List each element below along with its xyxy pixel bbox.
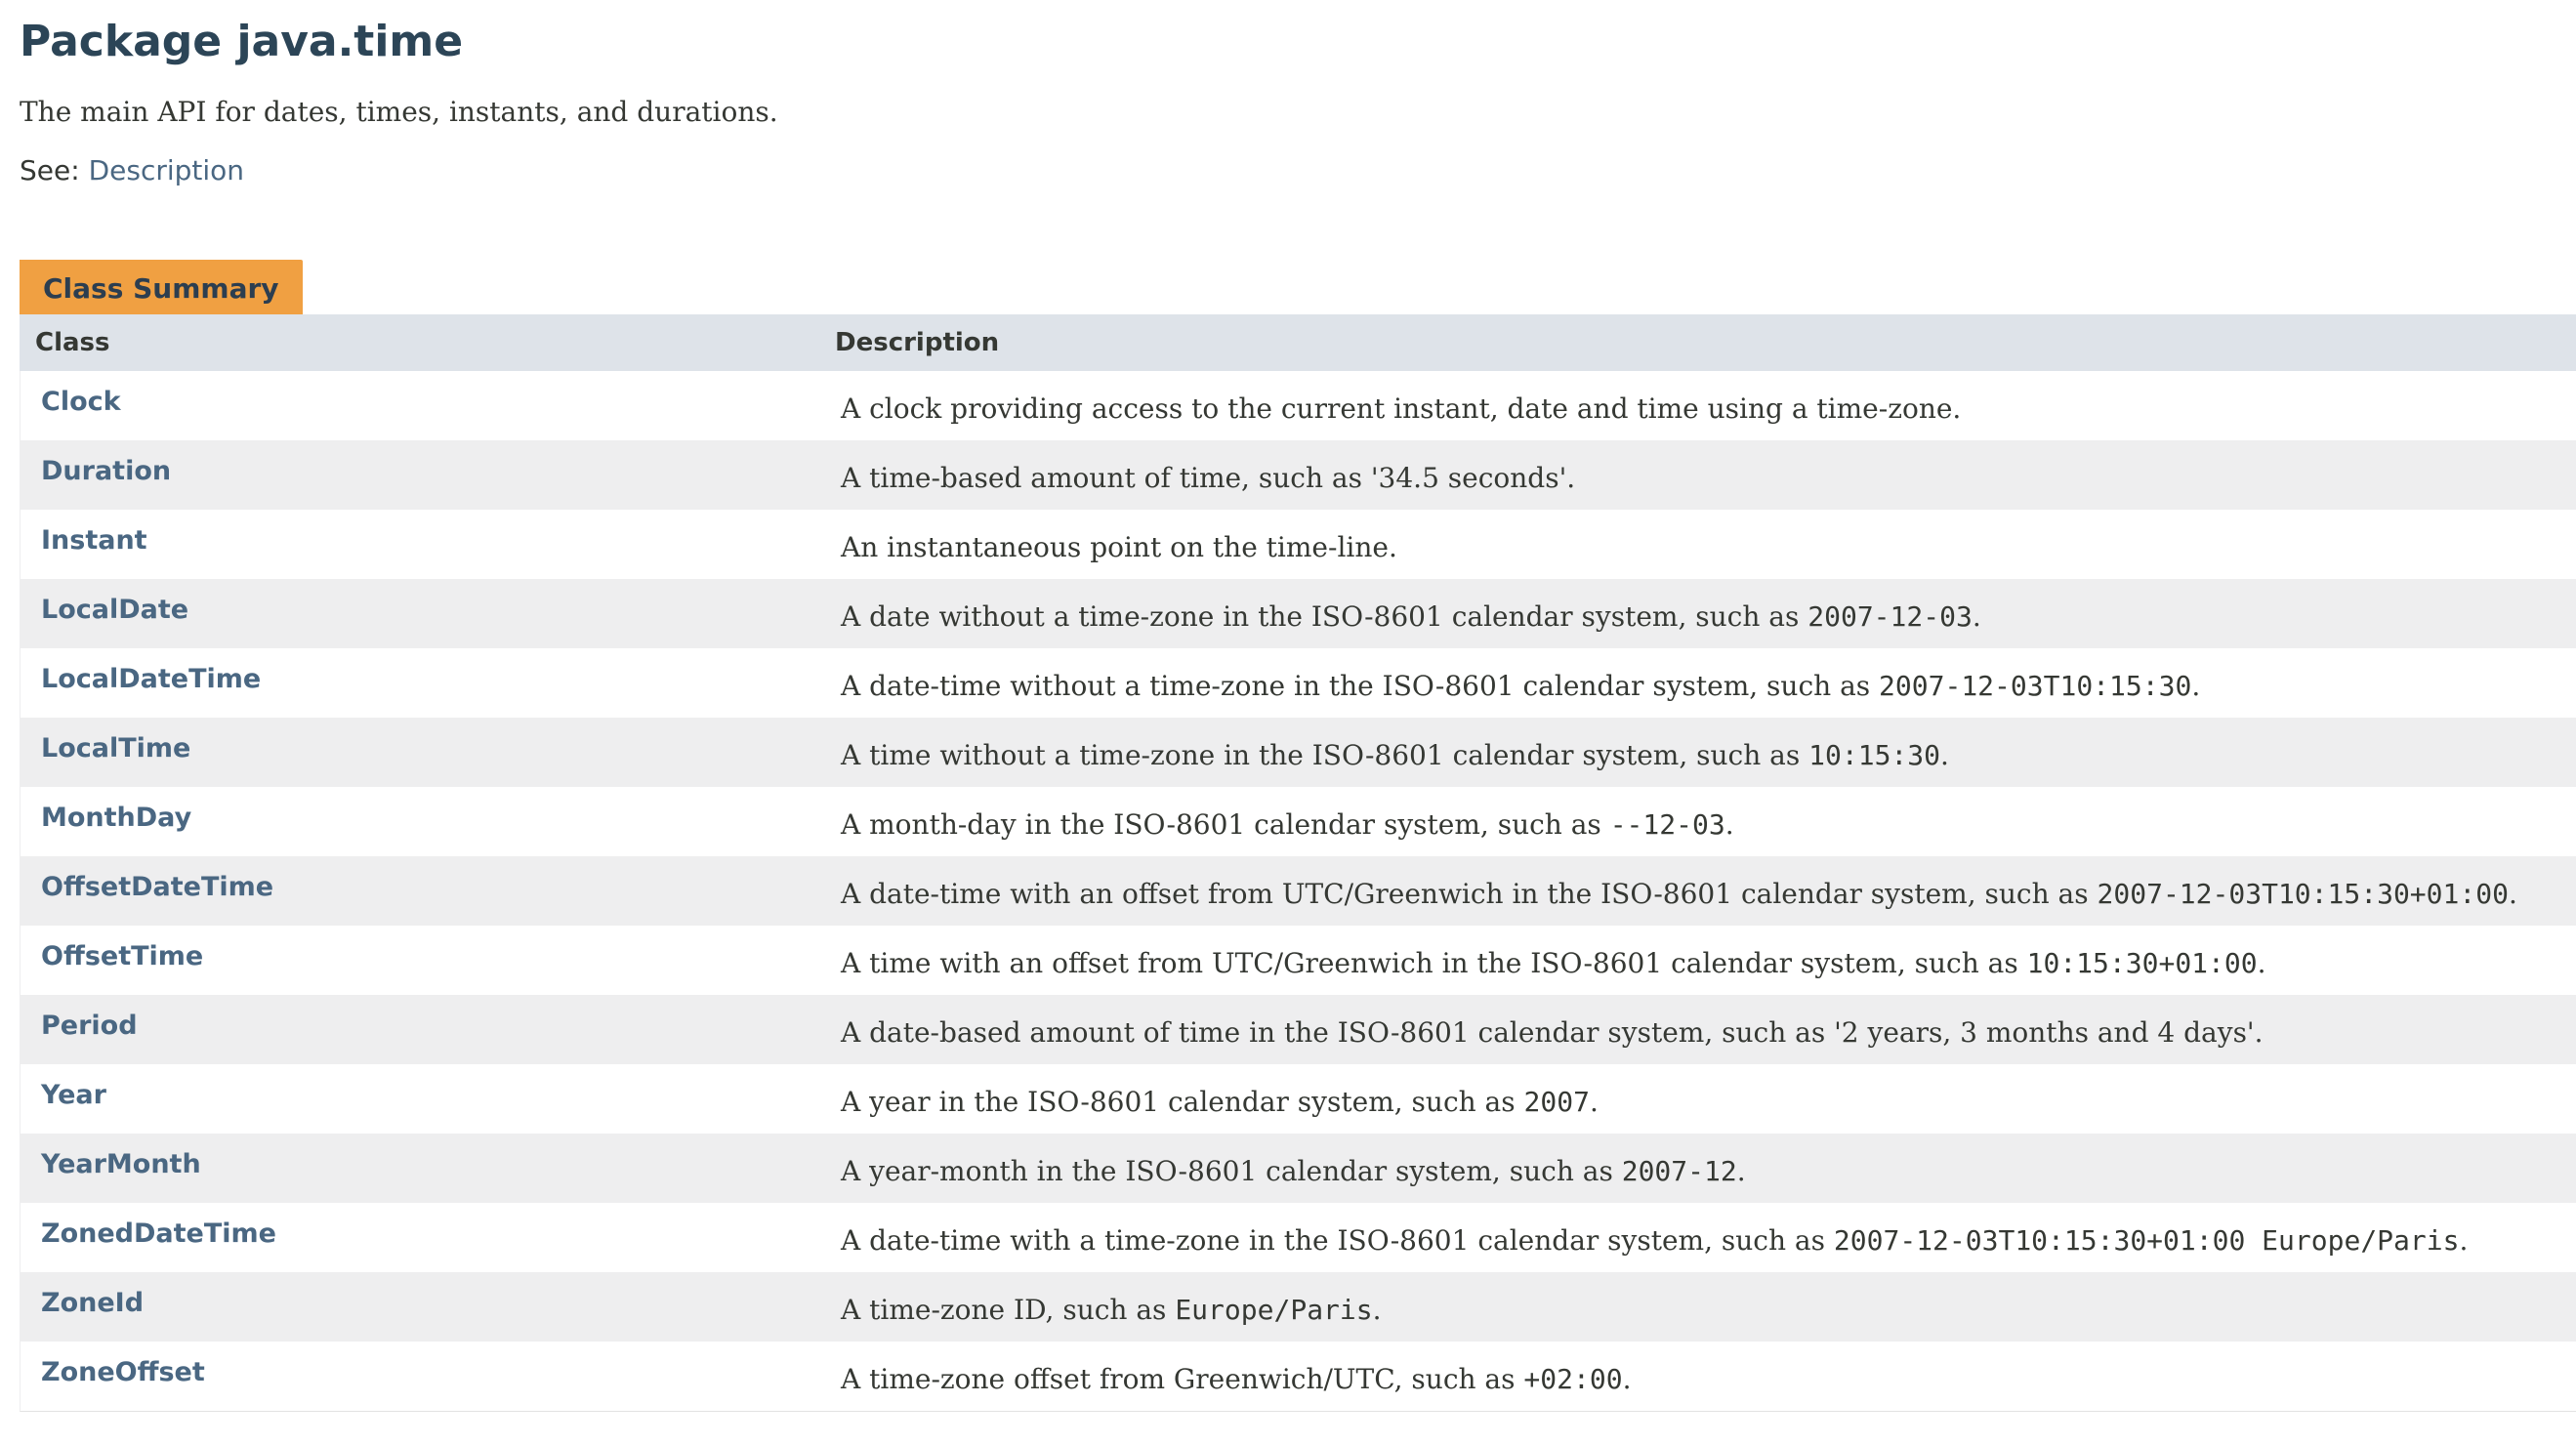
class-description [841,1064,1599,1134]
description-text: A time-zone ID, such as [841,1294,1176,1326]
class-description [841,856,2517,926]
class-link[interactable]: YearMonth [41,1149,201,1179]
column-header-description: Description [835,328,1000,357]
class-description [841,718,1949,787]
table-header [20,314,2576,371]
class-description [841,1342,1631,1411]
table-row [21,371,2576,440]
description-suffix: . [1972,600,1981,633]
see-label: See: [20,154,80,186]
page-title: Package java.time [20,17,464,66]
code-example: +02:00 [1523,1363,1623,1395]
column-header-class: Class [35,328,110,357]
table-row [21,787,2576,856]
class-description [841,926,2266,995]
package-page [0,0,2576,187]
see-line [20,154,2576,187]
description-suffix: . [2508,878,2517,910]
description-text: A date without a time-zone in the ISO-8601 calendar system, such as [841,600,1808,633]
description-suffix: . [1940,739,1949,771]
class-link[interactable]: LocalTime [41,733,191,764]
description-text: A date-based amount of time in the ISO-8601 calendar system, such as '2 years, 3 months and 4 days'. [841,1016,2264,1049]
class-link[interactable]: ZoneOffset [41,1357,205,1387]
description-suffix: . [1724,808,1734,841]
description-suffix: . [1589,1086,1599,1118]
code-example: 10:15:30 [1808,739,1940,771]
table-row [21,1342,2576,1411]
code-example: 2007-12-03 [1807,600,1973,633]
class-link[interactable]: LocalDateTime [41,664,262,694]
class-link[interactable]: MonthDay [41,803,192,833]
table-row [21,1272,2576,1342]
description-text: A clock providing access to the current instant, date and time using a time-zone. [841,392,1962,425]
table-row [21,579,2576,648]
class-description [841,1134,1746,1203]
table-row [21,440,2576,510]
class-summary-table [20,260,2576,1412]
class-link[interactable]: ZoneId [41,1288,145,1318]
class-description [841,1203,2468,1272]
code-example: 2007-12 [1621,1155,1737,1187]
class-link[interactable]: Duration [41,456,172,486]
package-subtitle: The main API for dates, times, instants, and durations. [20,96,778,128]
class-link[interactable]: Clock [41,387,121,417]
description-text: A time-zone offset from Greenwich/UTC, such as [841,1363,1524,1395]
class-summary-caption: Class Summary [20,260,303,314]
class-description [841,995,2264,1064]
code-example: 2007-12-03T10:15:30+01:00 Europe/Paris [1833,1224,2460,1257]
class-description [841,1272,1382,1342]
description-text: A date-time without a time-zone in the ISO-8601 calendar system, such as [841,670,1880,702]
table-row [21,1064,2576,1134]
class-link[interactable]: ZonedDateTime [41,1218,276,1249]
table-row [21,718,2576,787]
table-row [21,995,2576,1064]
description-suffix: . [1736,1155,1746,1187]
class-description [841,371,1961,440]
class-description [841,648,2200,718]
description-suffix: . [2459,1224,2469,1257]
description-text: A month-day in the ISO-8601 calendar system, such as [841,808,1610,841]
description-text: A year in the ISO-8601 calendar system, such as [841,1086,1524,1118]
table-row [21,1203,2576,1272]
class-link[interactable]: OffsetTime [41,941,204,971]
class-description [841,787,1734,856]
table-row [21,510,2576,579]
class-link[interactable]: LocalDate [41,595,189,625]
table-row [21,648,2576,718]
description-suffix: . [1622,1363,1632,1395]
class-description [841,579,1981,648]
code-example: --12-03 [1609,808,1725,841]
description-text: A date-time with an offset from UTC/Greenwich in the ISO-8601 calendar system, such as [841,878,2098,910]
class-link[interactable]: Year [41,1080,106,1110]
description-text: A time without a time-zone in the ISO-8601 calendar system, such as [841,739,1809,771]
code-example: 2007-12-03T10:15:30 [1879,670,2192,702]
code-example: Europe/Paris [1175,1294,1373,1326]
code-example: 10:15:30+01:00 [2026,947,2258,979]
code-example: 2007-12-03T10:15:30+01:00 [2097,878,2509,910]
description-text: A time-based amount of time, such as '34.5 seconds'. [841,462,1576,494]
class-link[interactable]: OffsetDateTime [41,872,274,902]
description-suffix: . [2191,670,2201,702]
class-description [841,440,1575,510]
description-suffix: . [2257,947,2266,979]
table-row [21,856,2576,926]
table-row [21,926,2576,995]
class-link[interactable]: Period [41,1011,138,1041]
description-suffix: . [1372,1294,1382,1326]
description-link[interactable]: Description [88,154,245,186]
description-text: A date-time with a time-zone in the ISO-8601 calendar system, such as [841,1224,1834,1257]
description-text: A year-month in the ISO-8601 calendar system, such as [841,1155,1622,1187]
description-text: An instantaneous point on the time-line. [841,531,1397,563]
table-row [21,1134,2576,1203]
class-link[interactable]: Instant [41,525,147,556]
table-body [20,371,2576,1412]
description-text: A time with an offset from UTC/Greenwich in the ISO-8601 calendar system, such as [841,947,2027,979]
class-description [841,510,1397,579]
code-example: 2007 [1523,1086,1590,1118]
